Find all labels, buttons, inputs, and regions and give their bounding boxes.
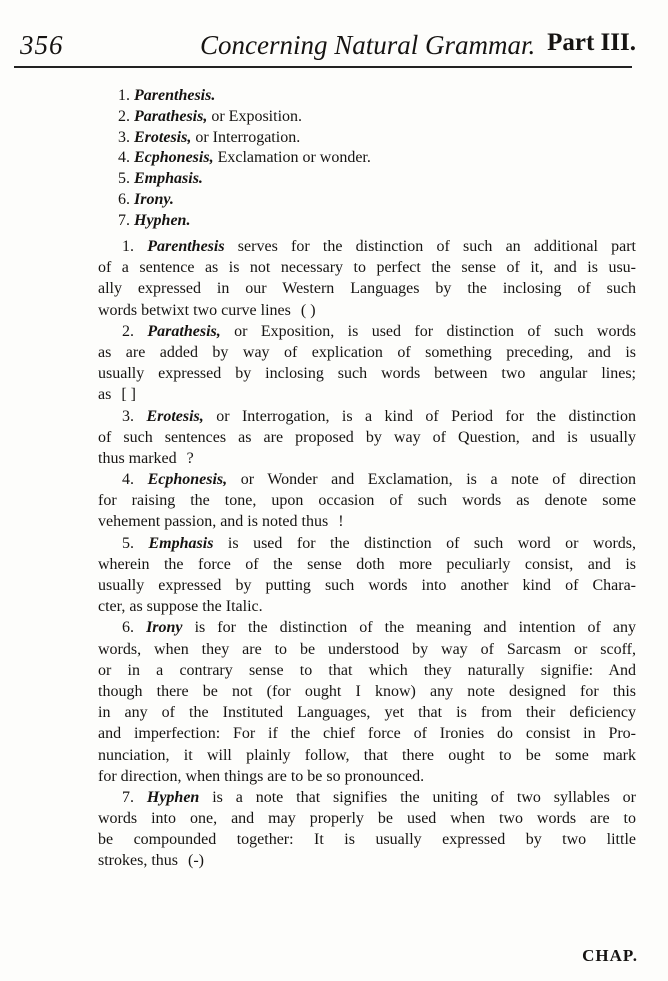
paragraph [98,406,636,470]
punctuation-mark: ( ) [300,301,316,319]
line-text: serves for the distinction of such an additional part [224,238,637,255]
term: Ecphonesis, [147,471,228,489]
list-item-number: 1. [118,87,130,104]
term: Emphasis [148,534,214,552]
text-line [98,427,636,448]
text-line [98,617,636,638]
text-line [98,278,636,299]
text-line [98,745,636,766]
term: Parenthesis [147,238,225,255]
header-rule [14,66,632,68]
line-text: ally expressed in our Western Languages by the inclosing of such [98,280,636,298]
text-line [98,850,636,871]
paragraph-number: 6. [122,619,134,637]
text-line [98,723,636,744]
line-text: and imperfection: For if the chief force of Ironies do consist in Pro- [98,725,636,743]
line-text: nunciation, it will plainly follow, that there ought to be some mark [98,746,636,764]
text-line [98,321,636,342]
paragraph [98,617,636,787]
line-text: for direction, when things are to be so pronounced. [98,767,425,785]
line-text: cter, as suppose the Italic. [98,598,263,616]
paragraph-number: 3. [122,407,134,425]
text-line [98,236,636,257]
paragraph-number: 2. [122,322,134,340]
paragraph-number: 7. [122,788,134,806]
text-line [98,533,636,554]
text-line [98,300,636,321]
list-item [118,86,371,107]
line-text: be compounded together: It is usually expressed by two little [98,831,636,849]
punctuation-mark: [ ] [121,386,136,404]
line-text: vehement passion, and is noted thus [98,513,329,531]
text-line [98,702,636,723]
list-item [118,107,371,128]
line-text: wherein the force of the sense doth more peculiarly consist, and is [98,555,636,573]
list-item-term: Parenthesis. [134,87,216,104]
list-item [118,211,371,232]
text-line [98,596,636,617]
text-line [98,384,636,405]
text-line [98,490,636,511]
paragraph [98,321,636,406]
text-line [98,787,636,808]
line-text: usually expressed by putting such words into another kind of Chara- [98,577,636,594]
points-list [118,86,371,232]
list-item-number: 2. [118,107,130,125]
list-item-term: Irony. [134,190,174,208]
list-item-rest: Exclamation or wonder. [213,149,371,167]
list-item [118,190,371,211]
line-text: words into one, and may properly be used when two words are to [98,810,636,828]
list-item-term: Hyphen. [134,211,191,229]
term: Parathesis, [147,322,221,340]
line-text: or Exposition, is used for distinction of such words [220,322,637,340]
line-text: words betwixt two curve lines [98,301,291,319]
text-line [98,406,636,427]
text-line [98,257,636,278]
list-item-number: 4. [118,149,130,167]
line-text: is used for the distinction of such word or words, [213,534,637,552]
line-text: thus marked [98,449,177,467]
text-line [98,808,636,829]
text-line [98,766,636,787]
list-item-number: 3. [118,128,130,146]
line-text: for raising the tone, upon occasion of such words as denote some [98,492,636,510]
list-item [118,169,371,190]
term: Erotesis, [146,407,204,425]
paragraph [98,787,636,872]
text-line [98,511,636,532]
term: Hyphen [146,788,200,806]
line-text: though there be not (for ought I know) any note designed for this [98,682,636,700]
list-item-number: 6. [118,190,130,208]
line-text: as are added by way of explication of something preceding, and is [98,343,636,361]
list-item-rest: or Interrogation. [191,128,301,146]
list-item-rest: or Exposition. [207,107,303,125]
line-text: usually expressed by inclosing such words between two angular lines; [98,365,636,383]
paragraph-number: 4. [122,471,134,489]
text-line [98,575,636,596]
punctuation-mark: ? [186,449,194,467]
text-line [98,469,636,490]
punctuation-mark: ! [338,513,344,531]
list-item-number: 5. [118,170,130,188]
list-item [118,128,371,149]
text-line [98,554,636,575]
term: Irony [146,619,183,637]
line-text: as [98,386,112,404]
text-line [98,363,636,384]
list-item-term: Erotesis, [134,128,192,146]
body-text [98,236,636,872]
part-label: Part III. [547,29,636,56]
line-text: of such sentences as are proposed by way of Question, and is usually [98,428,636,446]
line-text: or Wonder and Exclamation, is a note of direction [227,471,637,489]
catchword: CHAP. [582,946,638,965]
text-line [98,342,636,363]
line-text: or in a contrary sense to that which they naturally signifie: And [98,661,636,679]
list-item-term: Ecphonesis, [134,149,214,167]
paragraph [98,236,636,321]
line-text: words, when they are to be understood by way of Sarcasm or scoff, [98,640,636,658]
text-line [98,829,636,850]
list-item-term: Parathesis, [134,107,208,125]
line-text: or Interrogation, is a kind of Period for the distinction [203,407,637,425]
paragraph-number: 1. [122,238,134,255]
line-text: in any of the Instituted Languages, yet that is from their deficiency [98,704,636,722]
line-text: of a sentence as is not necessary to perfect the sense of it, and is usu- [98,259,636,277]
paragraph [98,533,636,618]
list-item-term: Emphasis. [134,170,203,188]
page-number: 356 [20,30,64,60]
text-line [98,448,636,469]
line-text: is for the distinction of the meaning and intention of any [182,619,637,637]
line-text: is a note that signifies the uniting of two syllables or [199,788,637,806]
list-item [118,148,371,169]
line-text: strokes, thus [98,852,178,870]
paragraph [98,469,636,533]
list-item-number: 7. [118,211,130,229]
paragraph-number: 5. [122,534,134,552]
text-line [98,660,636,681]
text-line [98,639,636,660]
punctuation-mark: (-) [188,852,204,870]
running-title: Concerning Natural Grammar. [200,30,536,60]
text-line [98,681,636,702]
